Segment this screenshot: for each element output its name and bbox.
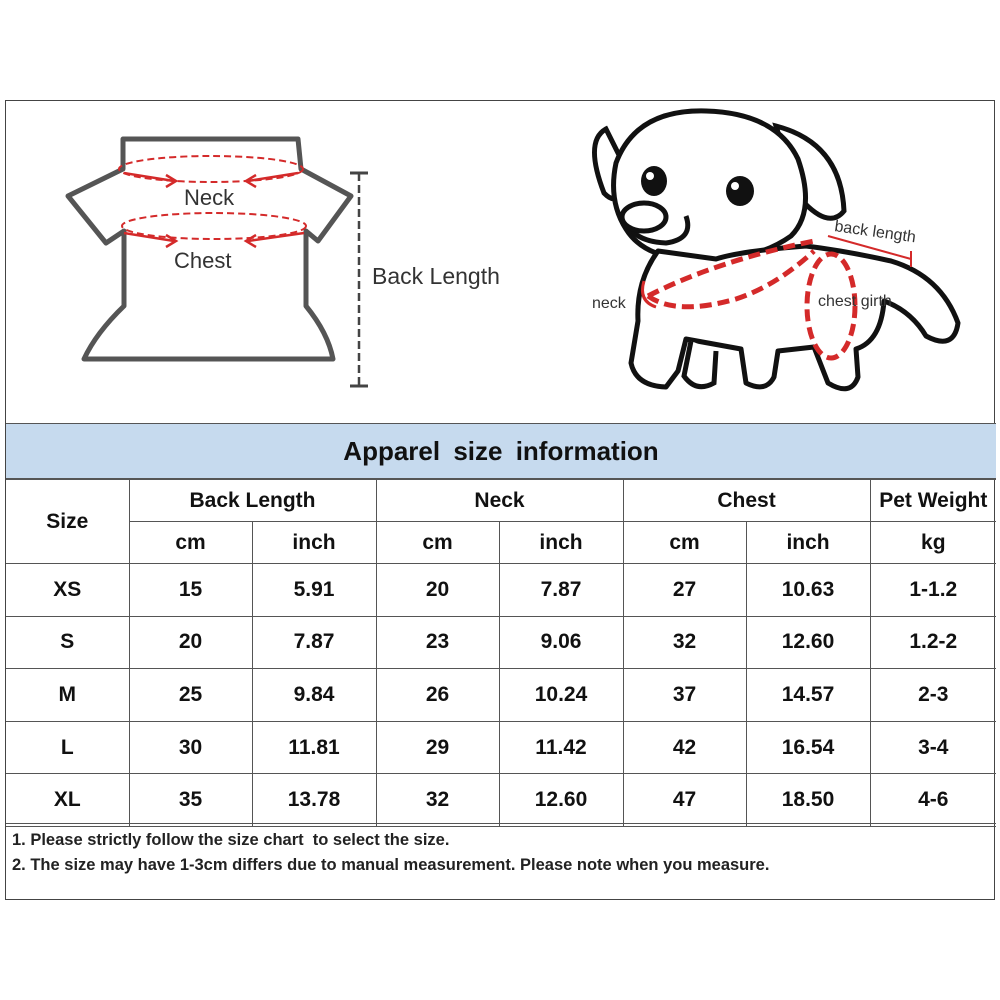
value-cell: 26 — [376, 669, 499, 722]
value-cell: 9.06 — [499, 616, 623, 669]
unit-cell: cm — [623, 522, 746, 564]
table-row — [6, 616, 996, 669]
weight-cell: 3-4 — [870, 721, 996, 774]
value-cell: 37 — [623, 669, 746, 722]
value-cell: 12.60 — [746, 616, 870, 669]
value-cell: 35 — [129, 774, 252, 827]
weight-cell: 2-3 — [870, 669, 996, 722]
dog-diagram — [566, 101, 996, 423]
value-cell: 23 — [376, 616, 499, 669]
value-cell: 11.42 — [499, 721, 623, 774]
value-cell: 27 — [623, 564, 746, 617]
size-info-banner: Apparel size information — [6, 423, 996, 479]
table-row — [6, 721, 996, 774]
value-cell: 14.57 — [746, 669, 870, 722]
value-cell: 7.87 — [499, 564, 623, 617]
value-cell: 16.54 — [746, 721, 870, 774]
size-cell: S — [6, 616, 129, 669]
unit-cell: kg — [870, 522, 996, 564]
dog-chest-girth-label: chest girth — [818, 293, 892, 310]
weight-cell: 1.2-2 — [870, 616, 996, 669]
value-cell: 5.91 — [252, 564, 376, 617]
value-cell: 20 — [376, 564, 499, 617]
value-cell: 10.24 — [499, 669, 623, 722]
table-row — [6, 564, 996, 617]
unit-cell: inch — [252, 522, 376, 564]
measurement-illustrations — [6, 101, 996, 423]
value-cell: 32 — [623, 616, 746, 669]
table-row — [6, 774, 996, 827]
size-cell: XL — [6, 774, 129, 827]
value-cell: 18.50 — [746, 774, 870, 827]
table-header-row — [6, 480, 996, 522]
value-cell: 30 — [129, 721, 252, 774]
size-header: Size — [6, 480, 129, 564]
unit-cell: inch — [746, 522, 870, 564]
table-row — [6, 669, 996, 722]
note-line: 1. Please strictly follow the size chart to select the size. — [12, 831, 450, 849]
back-length-header: Back Length — [129, 480, 376, 522]
value-cell: 9.84 — [252, 669, 376, 722]
value-cell: 13.78 — [252, 774, 376, 827]
value-cell: 47 — [623, 774, 746, 827]
garment-chest-label: Chest — [174, 248, 232, 273]
value-cell: 15 — [129, 564, 252, 617]
neck-header: Neck — [376, 480, 623, 522]
garment-diagram — [6, 101, 566, 423]
weight-cell: 4-6 — [870, 774, 996, 827]
dog-neck-label: neck — [592, 295, 626, 312]
pet-weight-header: Pet Weight — [870, 480, 996, 522]
value-cell: 20 — [129, 616, 252, 669]
chest-header: Chest — [623, 480, 870, 522]
value-cell: 29 — [376, 721, 499, 774]
size-chart-frame — [5, 100, 995, 900]
value-cell: 42 — [623, 721, 746, 774]
size-cell: M — [6, 669, 129, 722]
garment-back-length-label: Back Length — [372, 263, 500, 289]
size-notes — [6, 823, 996, 899]
unit-cell: cm — [376, 522, 499, 564]
value-cell: 12.60 — [499, 774, 623, 827]
size-cell: L — [6, 721, 129, 774]
weight-cell: 1-1.2 — [870, 564, 996, 617]
value-cell: 25 — [129, 669, 252, 722]
value-cell: 7.87 — [252, 616, 376, 669]
unit-cell: cm — [129, 522, 252, 564]
note-line: 2. The size may have 1-3cm differs due to manual measurement. Please note when you measure. — [12, 856, 770, 874]
value-cell: 32 — [376, 774, 499, 827]
unit-cell: inch — [499, 522, 623, 564]
table-unit-row — [6, 522, 996, 564]
size-table — [6, 479, 996, 827]
dog-back-length-label: back length — [833, 218, 917, 247]
value-cell: 11.81 — [252, 721, 376, 774]
size-cell: XS — [6, 564, 129, 617]
value-cell: 10.63 — [746, 564, 870, 617]
garment-neck-label: Neck — [184, 185, 235, 210]
